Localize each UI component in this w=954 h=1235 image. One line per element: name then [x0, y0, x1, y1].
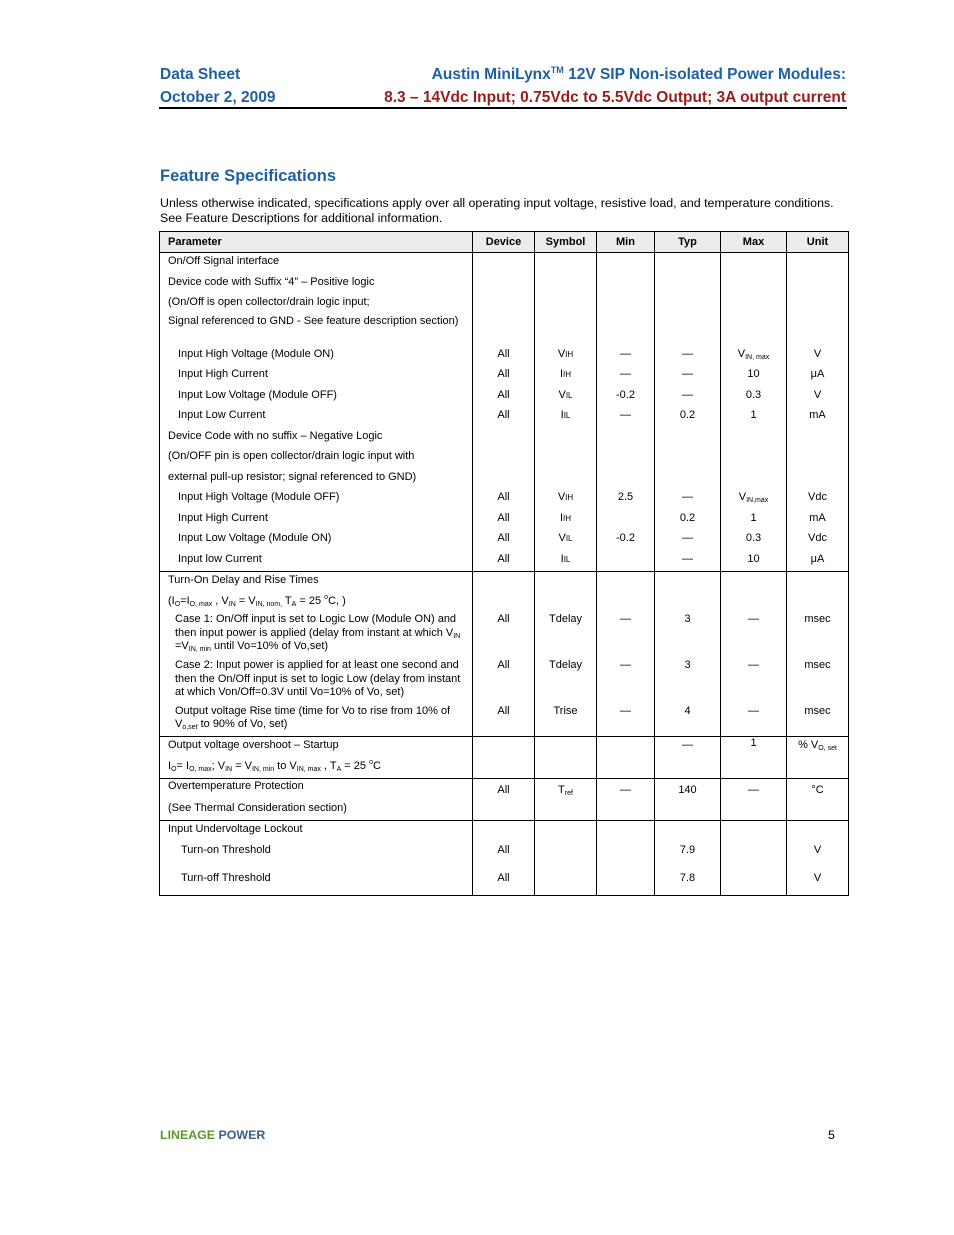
unit-value: Vdc: [808, 532, 827, 544]
col-header: Max: [721, 232, 787, 253]
param-label: Input High Voltage (Module ON): [178, 347, 334, 360]
typ-cell: [655, 737, 721, 779]
max-value: 1: [750, 409, 757, 421]
param-label: Input low Current: [178, 552, 262, 565]
group-title: Input Undervoltage Lockout: [168, 823, 303, 835]
typ-value: 0.2: [679, 511, 696, 524]
symbol-value: VIL: [558, 532, 573, 544]
typ-value: 3: [684, 659, 691, 671]
symbol-value: VIH: [557, 491, 574, 503]
typ-cell: [655, 779, 721, 821]
typ-value: —: [682, 388, 693, 401]
param-label: Turn-on Threshold: [181, 843, 271, 856]
symbol-value: Tdelay: [548, 613, 583, 625]
min-value: —: [620, 784, 631, 796]
max-value: —: [748, 613, 759, 625]
param-note: (See Thermal Consideration section): [168, 801, 347, 814]
min-value: —: [620, 409, 631, 421]
col-header: Device: [473, 232, 535, 253]
typ-value: —: [682, 368, 693, 380]
typ-value: 4: [684, 705, 691, 717]
min-value: -0.2: [616, 388, 635, 401]
doc-type: Data Sheet: [160, 66, 241, 83]
symbol-value: VIL: [558, 388, 573, 401]
min-value: —: [620, 705, 631, 717]
max-value: 0.3: [745, 532, 762, 544]
symbol-cell: [535, 737, 597, 779]
table-row: [160, 779, 849, 821]
max-value: 10: [747, 368, 760, 380]
unit-value: mA: [809, 409, 826, 421]
device-cell: [473, 821, 535, 896]
max-cell: [721, 737, 787, 779]
unit-value: mA: [809, 511, 826, 524]
group-subtitle: Device code with Suffix “4” – Positive logic: [168, 275, 375, 288]
param-label: Output voltage overshoot – Startup: [168, 739, 339, 751]
param-label: Output voltage Rise time (time for Vo to rise from 10% of $V_{o,set}$ to 90% of Vo, set): [175, 705, 451, 731]
min-cell: [597, 572, 655, 737]
max-value: —: [748, 784, 759, 796]
spec-table: [159, 231, 849, 896]
table-row: [160, 253, 849, 572]
max-value: $V_{IN,max}$: [738, 491, 769, 504]
header-right: [384, 63, 846, 109]
min-value: —: [620, 659, 631, 671]
symbol-cell: [535, 779, 597, 821]
typ-value: 0.2: [679, 409, 696, 421]
typ-value: —: [682, 347, 693, 360]
table-row: [160, 572, 849, 737]
symbol-value: IIH: [559, 368, 572, 380]
min-value: —: [620, 347, 631, 360]
typ-value: 3: [684, 613, 691, 625]
unit-value: V: [813, 843, 822, 856]
max-cell: [721, 779, 787, 821]
device-value: All: [497, 552, 510, 565]
col-header: Unit: [787, 232, 849, 253]
device-value: All: [497, 491, 510, 503]
col-header: Typ: [655, 232, 721, 253]
group-conditions: ($I_O=I_{O, max}$ , $V_{IN} = V_{IN, nom,}$ $T_A = 25$ $^o$C, ): [168, 593, 346, 608]
device-value: All: [497, 659, 510, 671]
col-header: Min: [597, 232, 655, 253]
unit-value: msec: [804, 705, 831, 717]
param-label: Input Low Current: [178, 409, 266, 421]
unit-value: μA: [810, 552, 825, 565]
param-cell: [160, 253, 473, 572]
param-label: Turn-off Threshold: [181, 871, 271, 884]
param-label: Case 1: On/Off input is set to Logic Low (Module ON) and then input power is applied (delay from instant at which $V_{IN} =V_{IN, min}$ until Vo=10% of Vo,set): [175, 613, 461, 653]
device-value: All: [497, 347, 510, 360]
typ-value: 7.9: [679, 843, 696, 856]
max-value: $V_{IN, max}$: [737, 347, 770, 361]
unit-cell: [787, 737, 849, 779]
group-note: Signal referenced to GND - See feature description section): [168, 314, 459, 327]
min-value: [597, 551, 654, 572]
param-label: Input Low Voltage (Module OFF): [178, 388, 337, 401]
param-cell: [160, 572, 473, 737]
param-label: Overtemperature Protection: [168, 780, 304, 792]
typ-value: —: [682, 532, 693, 544]
unit-value: V: [813, 388, 822, 401]
symbol-value: Tdelay: [548, 659, 583, 671]
max-value: 1: [750, 737, 757, 749]
symbol-cell: [535, 821, 597, 896]
device-cell: [473, 737, 535, 779]
typ-value: 7.8: [679, 871, 696, 884]
symbol-value: IIL: [560, 552, 571, 565]
unit-cell: [787, 779, 849, 821]
unit-cell: [787, 821, 849, 896]
min-cell: [597, 737, 655, 779]
unit-value: msec: [804, 613, 831, 625]
max-cell: [721, 572, 787, 737]
symbol-value: IIH: [559, 511, 572, 524]
min-cell: [597, 253, 655, 572]
min-value: 2.5: [617, 491, 634, 503]
device-value: All: [497, 511, 510, 524]
typ-value: —: [682, 491, 693, 503]
header-rule: [159, 107, 847, 109]
max-value: 0.3: [745, 388, 762, 401]
group-title: Turn-On Delay and Rise Times: [168, 574, 319, 586]
param-cell: [160, 779, 473, 821]
product-subtitle: 8.3 – 14Vdc Input; 0.75Vdc to 5.5Vdc Output; 3A output current: [384, 89, 846, 106]
col-header: Symbol: [535, 232, 597, 253]
min-cell: [597, 821, 655, 896]
section-intro: Unless otherwise indicated, specifications apply over all operating input voltage, resistive load, and temperature conditions. See Feature Descriptions for additional information.: [160, 196, 834, 225]
device-cell: [473, 779, 535, 821]
symbol-value: VIH: [557, 347, 574, 360]
table-row: [160, 737, 849, 779]
symbol-value: Trise: [553, 705, 578, 717]
param-label: Input High Current: [178, 511, 268, 524]
min-value: —: [620, 613, 631, 625]
page-number: 5: [828, 1128, 835, 1142]
max-value: —: [748, 659, 759, 671]
col-header: Parameter: [160, 232, 473, 253]
typ-cell: [655, 821, 721, 896]
min-value: -0.2: [616, 532, 635, 544]
device-value: All: [497, 388, 510, 401]
typ-cell: [655, 253, 721, 572]
device-cell: [473, 253, 535, 572]
device-value: All: [497, 871, 510, 884]
device-cell: [473, 572, 535, 737]
typ-value: —: [682, 739, 693, 751]
unit-value: V: [813, 871, 822, 884]
unit-value: °C: [811, 784, 824, 796]
group-conditions: $I_O= I_{O, max}$; $V_{IN} = V_{IN, min}$ to $V_{IN, max}$ , $T_A = 25$ $^o$C: [168, 758, 381, 773]
param-label: Input High Current: [178, 368, 268, 380]
header-left: [160, 63, 275, 109]
group-title: On/Off Signal interface: [168, 255, 280, 267]
unit-value: Vdc: [808, 491, 827, 503]
unit-value: msec: [804, 659, 831, 671]
min-value: [597, 510, 654, 531]
device-value: All: [497, 368, 510, 380]
device-value: All: [497, 613, 510, 625]
min-cell: [597, 779, 655, 821]
unit-cell: [787, 253, 849, 572]
typ-cell: [655, 572, 721, 737]
unit-cell: [787, 572, 849, 737]
unit-value: V: [813, 347, 822, 360]
max-cell: [721, 821, 787, 896]
section-title: Feature Specifications: [160, 167, 337, 185]
max-value: 10: [747, 552, 760, 565]
device-value: All: [497, 705, 510, 717]
group-note: (On/OFF pin is open collector/drain logic input with: [168, 450, 415, 462]
product-title: Austin MiniLynx™ 12V SIP Non-isolated Power Modules:: [431, 65, 846, 83]
doc-date: October 2, 2009: [160, 89, 276, 106]
table-header-row: [160, 232, 849, 253]
group-note: external pull-up resistor; signal referenced to GND): [168, 470, 417, 483]
group-subtitle: Device Code with no suffix – Negative Logic: [168, 429, 383, 442]
param-label: Case 2: Input power is applied for at least one second and then the On/Off input is set to logic Low (delay from instant at which Von/Off=0.3V until Vo=10% of Vo, set): [175, 659, 461, 698]
symbol-cell: [535, 572, 597, 737]
device-value: All: [497, 532, 510, 544]
max-value: 1: [750, 511, 757, 524]
device-value: All: [497, 843, 510, 856]
symbol-value: IIL: [560, 409, 571, 421]
param-cell: [160, 821, 473, 896]
typ-value: 140: [678, 784, 697, 796]
symbol-cell: [535, 253, 597, 572]
symbol-value: $T_{ref}$: [558, 784, 573, 797]
max-cell: [721, 253, 787, 572]
typ-value: —: [682, 552, 693, 565]
device-value: All: [497, 784, 510, 796]
footer-brand-logo: LINEAGE POWER: [160, 1128, 266, 1142]
max-value: —: [748, 705, 759, 717]
min-value: —: [620, 368, 631, 380]
param-label: Input Low Voltage (Module ON): [178, 532, 332, 544]
table-row: [160, 821, 849, 896]
param-cell: [160, 737, 473, 779]
unit-value: % $V_{O, set}$: [798, 739, 837, 752]
param-label: Input High Voltage (Module OFF): [178, 491, 340, 503]
device-value: All: [497, 409, 510, 421]
unit-value: μA: [810, 368, 825, 380]
group-note: (On/Off is open collector/drain logic input;: [168, 296, 370, 308]
